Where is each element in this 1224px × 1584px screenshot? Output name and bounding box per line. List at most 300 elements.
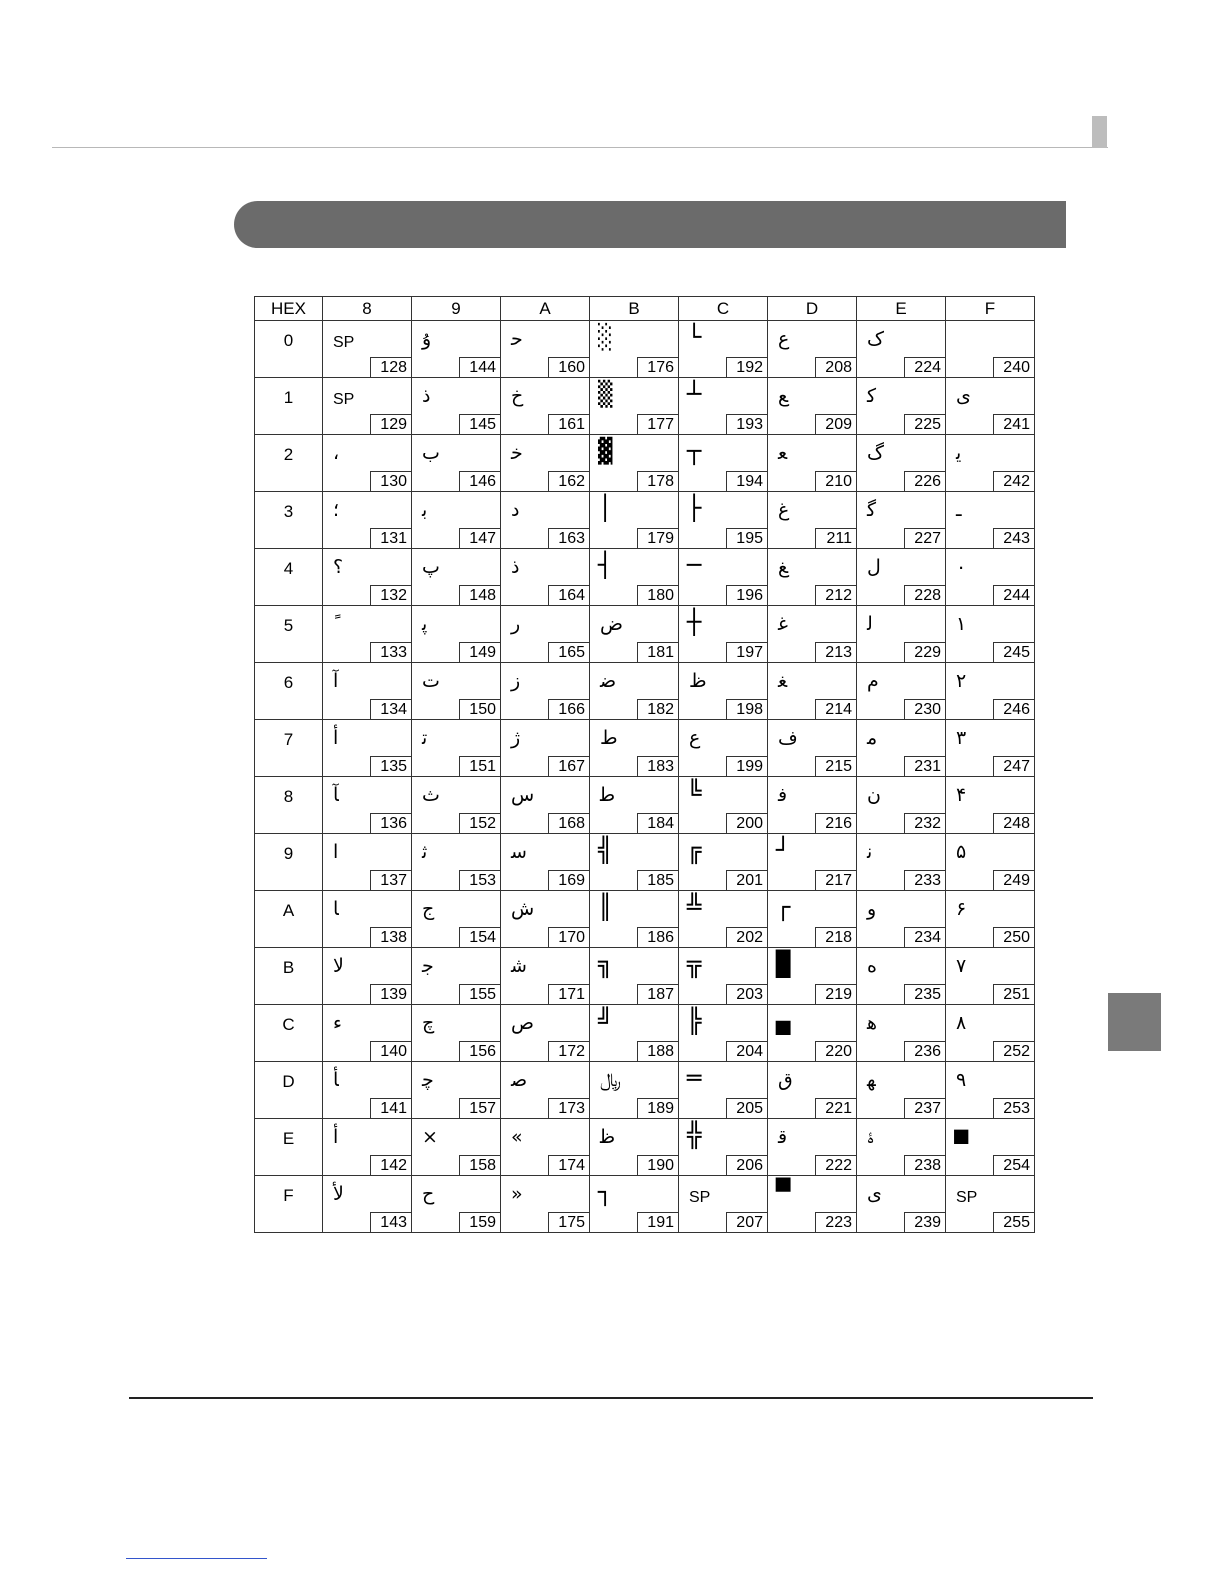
char-code: 178 bbox=[637, 471, 679, 492]
char-glyph: └ bbox=[687, 323, 702, 351]
char-glyph: ﺥ bbox=[511, 385, 524, 407]
char-cell bbox=[323, 321, 412, 378]
column-header: E bbox=[857, 297, 946, 321]
char-cell bbox=[857, 891, 946, 948]
char-code: 198 bbox=[726, 699, 768, 720]
char-cell bbox=[857, 948, 946, 1005]
char-code: 192 bbox=[726, 357, 768, 378]
char-cell bbox=[323, 1005, 412, 1062]
char-glyph: ﺹ bbox=[511, 1012, 534, 1034]
row-hex-label bbox=[255, 777, 323, 834]
table-row bbox=[255, 1062, 1035, 1119]
table-header-row bbox=[255, 297, 1035, 321]
char-code: 180 bbox=[637, 585, 679, 606]
char-cell bbox=[857, 1176, 946, 1233]
row-hex-label bbox=[255, 549, 323, 606]
char-cell bbox=[857, 1062, 946, 1119]
char-cell bbox=[768, 663, 857, 720]
char-cell bbox=[590, 777, 679, 834]
char-glyph: ║ bbox=[598, 893, 613, 921]
char-glyph: ┌ bbox=[776, 893, 791, 921]
char-cell bbox=[412, 435, 501, 492]
char-code: 191 bbox=[637, 1212, 679, 1233]
char-code: 184 bbox=[637, 813, 679, 834]
char-cell bbox=[768, 948, 857, 1005]
char-code: 133 bbox=[370, 642, 412, 663]
char-glyph: ﺀ bbox=[333, 1012, 342, 1034]
char-cell bbox=[768, 720, 857, 777]
char-code: 175 bbox=[548, 1212, 590, 1233]
char-code: 181 bbox=[637, 642, 679, 663]
char-code: 156 bbox=[459, 1041, 501, 1062]
char-glyph: ﺕ bbox=[422, 670, 440, 692]
char-glyph: ├ bbox=[687, 494, 702, 522]
row-hex-text: F bbox=[283, 1186, 294, 1205]
char-cell bbox=[768, 492, 857, 549]
char-glyph: ﺧ bbox=[511, 442, 523, 464]
row-hex-label bbox=[255, 378, 323, 435]
column-header: B bbox=[590, 297, 679, 321]
char-code: 183 bbox=[637, 756, 679, 777]
char-glyph: ﻃ bbox=[600, 784, 616, 806]
row-hex-text: 3 bbox=[283, 502, 294, 521]
char-glyph: ╣ bbox=[598, 836, 613, 864]
char-glyph: ﺄ bbox=[333, 1069, 339, 1091]
char-glyph: ╬ bbox=[687, 1121, 702, 1149]
char-glyph: ﺂ bbox=[333, 784, 339, 806]
char-code: 185 bbox=[637, 870, 679, 891]
char-glyph: ٢ bbox=[956, 670, 967, 692]
char-cell bbox=[412, 1062, 501, 1119]
char-cell bbox=[679, 1062, 768, 1119]
char-cell bbox=[946, 891, 1035, 948]
char-glyph: SP bbox=[689, 1189, 711, 1206]
char-code: 243 bbox=[993, 528, 1035, 549]
char-glyph: ﻥ bbox=[867, 784, 881, 806]
char-glyph: ﻷ bbox=[333, 1183, 344, 1205]
char-cell bbox=[679, 1119, 768, 1176]
column-header: F bbox=[946, 297, 1035, 321]
char-code: 155 bbox=[459, 984, 501, 1005]
row-hex-label bbox=[255, 948, 323, 1005]
char-glyph: ▓ bbox=[598, 437, 613, 465]
char-cell bbox=[946, 1176, 1035, 1233]
char-code: 152 bbox=[459, 813, 501, 834]
column-header: 8 bbox=[323, 297, 412, 321]
char-glyph: ﯾ bbox=[956, 442, 962, 464]
char-cell bbox=[679, 777, 768, 834]
char-glyph: ╝ bbox=[598, 1007, 613, 1035]
char-cell bbox=[323, 948, 412, 1005]
char-cell bbox=[679, 834, 768, 891]
char-glyph: « bbox=[511, 1126, 523, 1148]
char-code: 166 bbox=[548, 699, 590, 720]
char-code: 170 bbox=[548, 927, 590, 948]
char-code: 240 bbox=[993, 357, 1035, 378]
char-cell bbox=[857, 720, 946, 777]
char-code: 172 bbox=[548, 1041, 590, 1062]
char-glyph: ﺯ bbox=[511, 670, 521, 692]
char-cell bbox=[946, 777, 1035, 834]
char-cell bbox=[323, 720, 412, 777]
char-code: 149 bbox=[459, 642, 501, 663]
char-code: 242 bbox=[993, 471, 1035, 492]
row-hex-text: 7 bbox=[283, 730, 294, 749]
char-glyph: ╠ bbox=[687, 1007, 702, 1035]
char-code: 169 bbox=[548, 870, 590, 891]
char-code: 233 bbox=[904, 870, 946, 891]
char-code: 253 bbox=[993, 1098, 1035, 1119]
char-glyph: ﺛ bbox=[422, 841, 428, 863]
char-cell bbox=[679, 720, 768, 777]
char-cell bbox=[412, 777, 501, 834]
char-cell bbox=[323, 1062, 412, 1119]
char-cell bbox=[501, 834, 590, 891]
char-glyph: ﭘ bbox=[422, 613, 428, 635]
char-cell bbox=[590, 834, 679, 891]
char-cell bbox=[590, 1176, 679, 1233]
char-cell bbox=[323, 606, 412, 663]
char-code: 194 bbox=[726, 471, 768, 492]
char-code: 187 bbox=[637, 984, 679, 1005]
char-code: 161 bbox=[548, 414, 590, 435]
char-code: 224 bbox=[904, 357, 946, 378]
table-row bbox=[255, 606, 1035, 663]
char-code: 196 bbox=[726, 585, 768, 606]
char-code: 153 bbox=[459, 870, 501, 891]
char-glyph: ﻌ bbox=[778, 442, 788, 464]
char-glyph: SP bbox=[333, 391, 355, 408]
char-code: 197 bbox=[726, 642, 768, 663]
char-code: 144 bbox=[459, 357, 501, 378]
table-row bbox=[255, 1119, 1035, 1176]
char-glyph: ﮎ bbox=[867, 328, 885, 350]
char-code: 215 bbox=[815, 756, 857, 777]
char-glyph: ﻯ bbox=[956, 385, 971, 407]
row-hex-label bbox=[255, 606, 323, 663]
char-cell bbox=[323, 492, 412, 549]
row-hex-label bbox=[255, 891, 323, 948]
char-cell bbox=[768, 321, 857, 378]
char-glyph: ╩ bbox=[687, 893, 702, 921]
char-cell bbox=[412, 720, 501, 777]
char-glyph: ﮬ bbox=[867, 1012, 878, 1034]
char-cell bbox=[323, 891, 412, 948]
char-cell bbox=[501, 777, 590, 834]
char-cell bbox=[412, 492, 501, 549]
char-code: 130 bbox=[370, 471, 412, 492]
char-glyph: ┘ bbox=[776, 836, 791, 864]
row-hex-label bbox=[255, 834, 323, 891]
char-cell bbox=[590, 549, 679, 606]
char-glyph: ﺱ bbox=[511, 784, 535, 806]
char-cell bbox=[768, 1005, 857, 1062]
char-glyph: ﮔ bbox=[867, 499, 877, 521]
char-glyph: ┴ bbox=[687, 380, 702, 408]
char-glyph: ٣ bbox=[956, 727, 967, 749]
char-code: 195 bbox=[726, 528, 768, 549]
char-glyph: ﻓ bbox=[778, 784, 788, 806]
char-code: 216 bbox=[815, 813, 857, 834]
char-glyph: ﻎ bbox=[778, 556, 789, 578]
char-glyph: ﻊ bbox=[778, 385, 789, 407]
char-glyph: │ bbox=[598, 494, 613, 522]
char-cell bbox=[501, 663, 590, 720]
char-code: 204 bbox=[726, 1041, 768, 1062]
char-code: 241 bbox=[993, 414, 1035, 435]
char-code: 193 bbox=[726, 414, 768, 435]
char-glyph: ▀ bbox=[776, 1178, 791, 1206]
row-hex-label bbox=[255, 435, 323, 492]
char-cell bbox=[946, 378, 1035, 435]
char-code: 139 bbox=[370, 984, 412, 1005]
char-cell bbox=[768, 834, 857, 891]
char-code: 189 bbox=[637, 1098, 679, 1119]
char-code: 218 bbox=[815, 927, 857, 948]
char-code: 221 bbox=[815, 1098, 857, 1119]
char-cell bbox=[501, 549, 590, 606]
char-cell bbox=[590, 948, 679, 1005]
char-glyph: ﻕ bbox=[778, 1069, 793, 1091]
column-header: A bbox=[501, 297, 590, 321]
char-glyph: ﺝ bbox=[422, 898, 435, 920]
char-cell bbox=[590, 492, 679, 549]
table-row bbox=[255, 321, 1035, 378]
char-cell bbox=[768, 1062, 857, 1119]
char-cell bbox=[768, 1176, 857, 1233]
char-code: 173 bbox=[548, 1098, 590, 1119]
char-code: 225 bbox=[904, 414, 946, 435]
char-glyph: ╔ bbox=[687, 836, 702, 864]
char-cell bbox=[412, 948, 501, 1005]
char-cell bbox=[590, 606, 679, 663]
char-cell bbox=[501, 435, 590, 492]
row-hex-label bbox=[255, 1062, 323, 1119]
char-code: 247 bbox=[993, 756, 1035, 777]
char-glyph: ﺎ bbox=[333, 898, 339, 920]
char-glyph: ـ bbox=[956, 499, 962, 521]
char-cell bbox=[412, 1119, 501, 1176]
char-code: 230 bbox=[904, 699, 946, 720]
char-glyph: ﻗ bbox=[778, 1126, 788, 1148]
chapter-side-tab bbox=[1108, 993, 1161, 1051]
char-glyph: ▄ bbox=[776, 1007, 791, 1035]
char-glyph: ﻅ bbox=[689, 670, 707, 692]
row-hex-text: 1 bbox=[283, 388, 294, 407]
header-rule bbox=[52, 147, 1108, 148]
char-code: 220 bbox=[815, 1041, 857, 1062]
char-glyph: ﺏ bbox=[422, 442, 440, 464]
char-code: 206 bbox=[726, 1155, 768, 1176]
char-code: 177 bbox=[637, 414, 679, 435]
char-glyph: ﻻ bbox=[333, 955, 344, 977]
table-row bbox=[255, 492, 1035, 549]
char-cell bbox=[590, 378, 679, 435]
row-hex-text: E bbox=[282, 1129, 295, 1148]
char-glyph: ﮐ bbox=[867, 385, 877, 407]
char-glyph: × bbox=[422, 1126, 438, 1148]
char-code: 232 bbox=[904, 813, 946, 834]
char-code: 209 bbox=[815, 414, 857, 435]
char-cell bbox=[501, 948, 590, 1005]
char-glyph: ؛ bbox=[333, 499, 340, 521]
char-cell bbox=[590, 1062, 679, 1119]
char-cell bbox=[946, 834, 1035, 891]
char-cell bbox=[501, 1119, 590, 1176]
char-glyph: ٨ bbox=[956, 1012, 967, 1034]
char-cell bbox=[590, 891, 679, 948]
char-code: 158 bbox=[459, 1155, 501, 1176]
column-header: C bbox=[679, 297, 768, 321]
char-cell bbox=[857, 378, 946, 435]
row-hex-label bbox=[255, 321, 323, 378]
char-cell bbox=[679, 948, 768, 1005]
char-cell bbox=[857, 1005, 946, 1062]
char-cell bbox=[857, 606, 946, 663]
table-row bbox=[255, 891, 1035, 948]
char-code: 207 bbox=[726, 1212, 768, 1233]
char-cell bbox=[412, 1005, 501, 1062]
row-hex-text: 0 bbox=[283, 331, 294, 350]
char-cell bbox=[768, 606, 857, 663]
char-glyph: آ bbox=[333, 670, 339, 692]
char-glyph: » bbox=[511, 1183, 523, 1205]
char-glyph: ﺫ bbox=[511, 556, 520, 578]
row-hex-label bbox=[255, 1176, 323, 1233]
char-cell bbox=[323, 834, 412, 891]
char-glyph: ﮊ bbox=[511, 727, 521, 749]
char-cell bbox=[412, 606, 501, 663]
char-code: 164 bbox=[548, 585, 590, 606]
char-code: 150 bbox=[459, 699, 501, 720]
char-cell bbox=[323, 663, 412, 720]
char-glyph: SP bbox=[956, 1189, 978, 1206]
row-hex-text: 5 bbox=[283, 616, 294, 635]
char-cell bbox=[501, 1005, 590, 1062]
char-glyph: ﺽ bbox=[600, 613, 623, 635]
table-row bbox=[255, 663, 1035, 720]
char-code: 246 bbox=[993, 699, 1035, 720]
char-glyph: ﻝ bbox=[867, 556, 881, 578]
char-cell bbox=[946, 549, 1035, 606]
char-glyph: ﺣ bbox=[511, 328, 523, 350]
table-row bbox=[255, 834, 1035, 891]
row-hex-text: 8 bbox=[283, 787, 294, 806]
char-code: 199 bbox=[726, 756, 768, 777]
char-cell bbox=[590, 720, 679, 777]
row-hex-text: 4 bbox=[283, 559, 294, 578]
table-row bbox=[255, 549, 1035, 606]
char-cell bbox=[501, 606, 590, 663]
char-code: 212 bbox=[815, 585, 857, 606]
char-glyph: ﮤ bbox=[867, 1126, 874, 1148]
char-code: 137 bbox=[370, 870, 412, 891]
char-cell bbox=[590, 435, 679, 492]
char-glyph: ﻟ bbox=[867, 613, 873, 635]
char-glyph: ﺳ bbox=[511, 841, 527, 863]
char-cell bbox=[412, 663, 501, 720]
char-glyph: ﺃ bbox=[333, 1126, 339, 1148]
char-cell bbox=[946, 948, 1035, 1005]
char-code: 217 bbox=[815, 870, 857, 891]
table-row bbox=[255, 1176, 1035, 1233]
char-cell bbox=[857, 549, 946, 606]
char-code: 151 bbox=[459, 756, 501, 777]
char-glyph: █ bbox=[776, 950, 791, 978]
footer-link-underline bbox=[126, 1558, 267, 1559]
char-glyph: ﻐ bbox=[778, 670, 788, 692]
char-glyph: ┤ bbox=[598, 551, 613, 579]
char-glyph: ٠ bbox=[956, 556, 967, 578]
char-code: 248 bbox=[993, 813, 1035, 834]
char-cell bbox=[501, 321, 590, 378]
char-code: 222 bbox=[815, 1155, 857, 1176]
char-code: 165 bbox=[548, 642, 590, 663]
char-code: 239 bbox=[904, 1212, 946, 1233]
char-cell bbox=[946, 1062, 1035, 1119]
char-cell bbox=[590, 321, 679, 378]
row-hex-text: D bbox=[282, 1072, 295, 1091]
char-glyph: ﻡ bbox=[867, 670, 879, 692]
char-cell bbox=[501, 891, 590, 948]
char-glyph: ٩ bbox=[956, 1069, 967, 1091]
char-code: 244 bbox=[993, 585, 1035, 606]
char-cell bbox=[679, 1176, 768, 1233]
char-glyph: ﺃ bbox=[333, 727, 339, 749]
char-cell bbox=[679, 891, 768, 948]
char-cell bbox=[323, 1176, 412, 1233]
char-cell bbox=[679, 549, 768, 606]
char-code: 210 bbox=[815, 471, 857, 492]
char-glyph: ﻣ bbox=[867, 727, 878, 749]
char-cell bbox=[857, 435, 946, 492]
char-glyph: ═ bbox=[687, 1064, 702, 1092]
char-glyph: ﻉ bbox=[778, 328, 790, 350]
char-glyph: ١ bbox=[956, 613, 967, 635]
char-glyph: ﺵ bbox=[511, 898, 535, 920]
char-glyph: SP bbox=[333, 334, 355, 351]
char-code: 226 bbox=[904, 471, 946, 492]
char-code: 154 bbox=[459, 927, 501, 948]
char-glyph: ؟ bbox=[333, 556, 344, 578]
char-code: 223 bbox=[815, 1212, 857, 1233]
char-cell bbox=[323, 549, 412, 606]
char-glyph: ﻍ bbox=[778, 499, 790, 521]
char-code: 213 bbox=[815, 642, 857, 663]
char-code: 203 bbox=[726, 984, 768, 1005]
char-cell bbox=[412, 1176, 501, 1233]
char-cell bbox=[946, 720, 1035, 777]
char-glyph: ﺡ bbox=[422, 1183, 435, 1205]
char-glyph: ─ bbox=[687, 551, 702, 579]
char-cell bbox=[768, 891, 857, 948]
char-glyph: ۵ bbox=[956, 841, 967, 863]
char-cell bbox=[412, 321, 501, 378]
char-code: 254 bbox=[993, 1155, 1035, 1176]
char-glyph: ، bbox=[333, 442, 340, 464]
char-code: 190 bbox=[637, 1155, 679, 1176]
char-glyph: ﺍ bbox=[333, 841, 339, 863]
char-cell bbox=[768, 378, 857, 435]
char-cell bbox=[946, 435, 1035, 492]
table-body bbox=[255, 321, 1035, 1233]
char-code: 235 bbox=[904, 984, 946, 1005]
char-cell bbox=[501, 720, 590, 777]
char-glyph: ╦ bbox=[687, 950, 702, 978]
char-glyph: ﯼ bbox=[867, 1183, 882, 1205]
char-cell bbox=[501, 1176, 590, 1233]
char-glyph: ﺻ bbox=[511, 1069, 528, 1091]
